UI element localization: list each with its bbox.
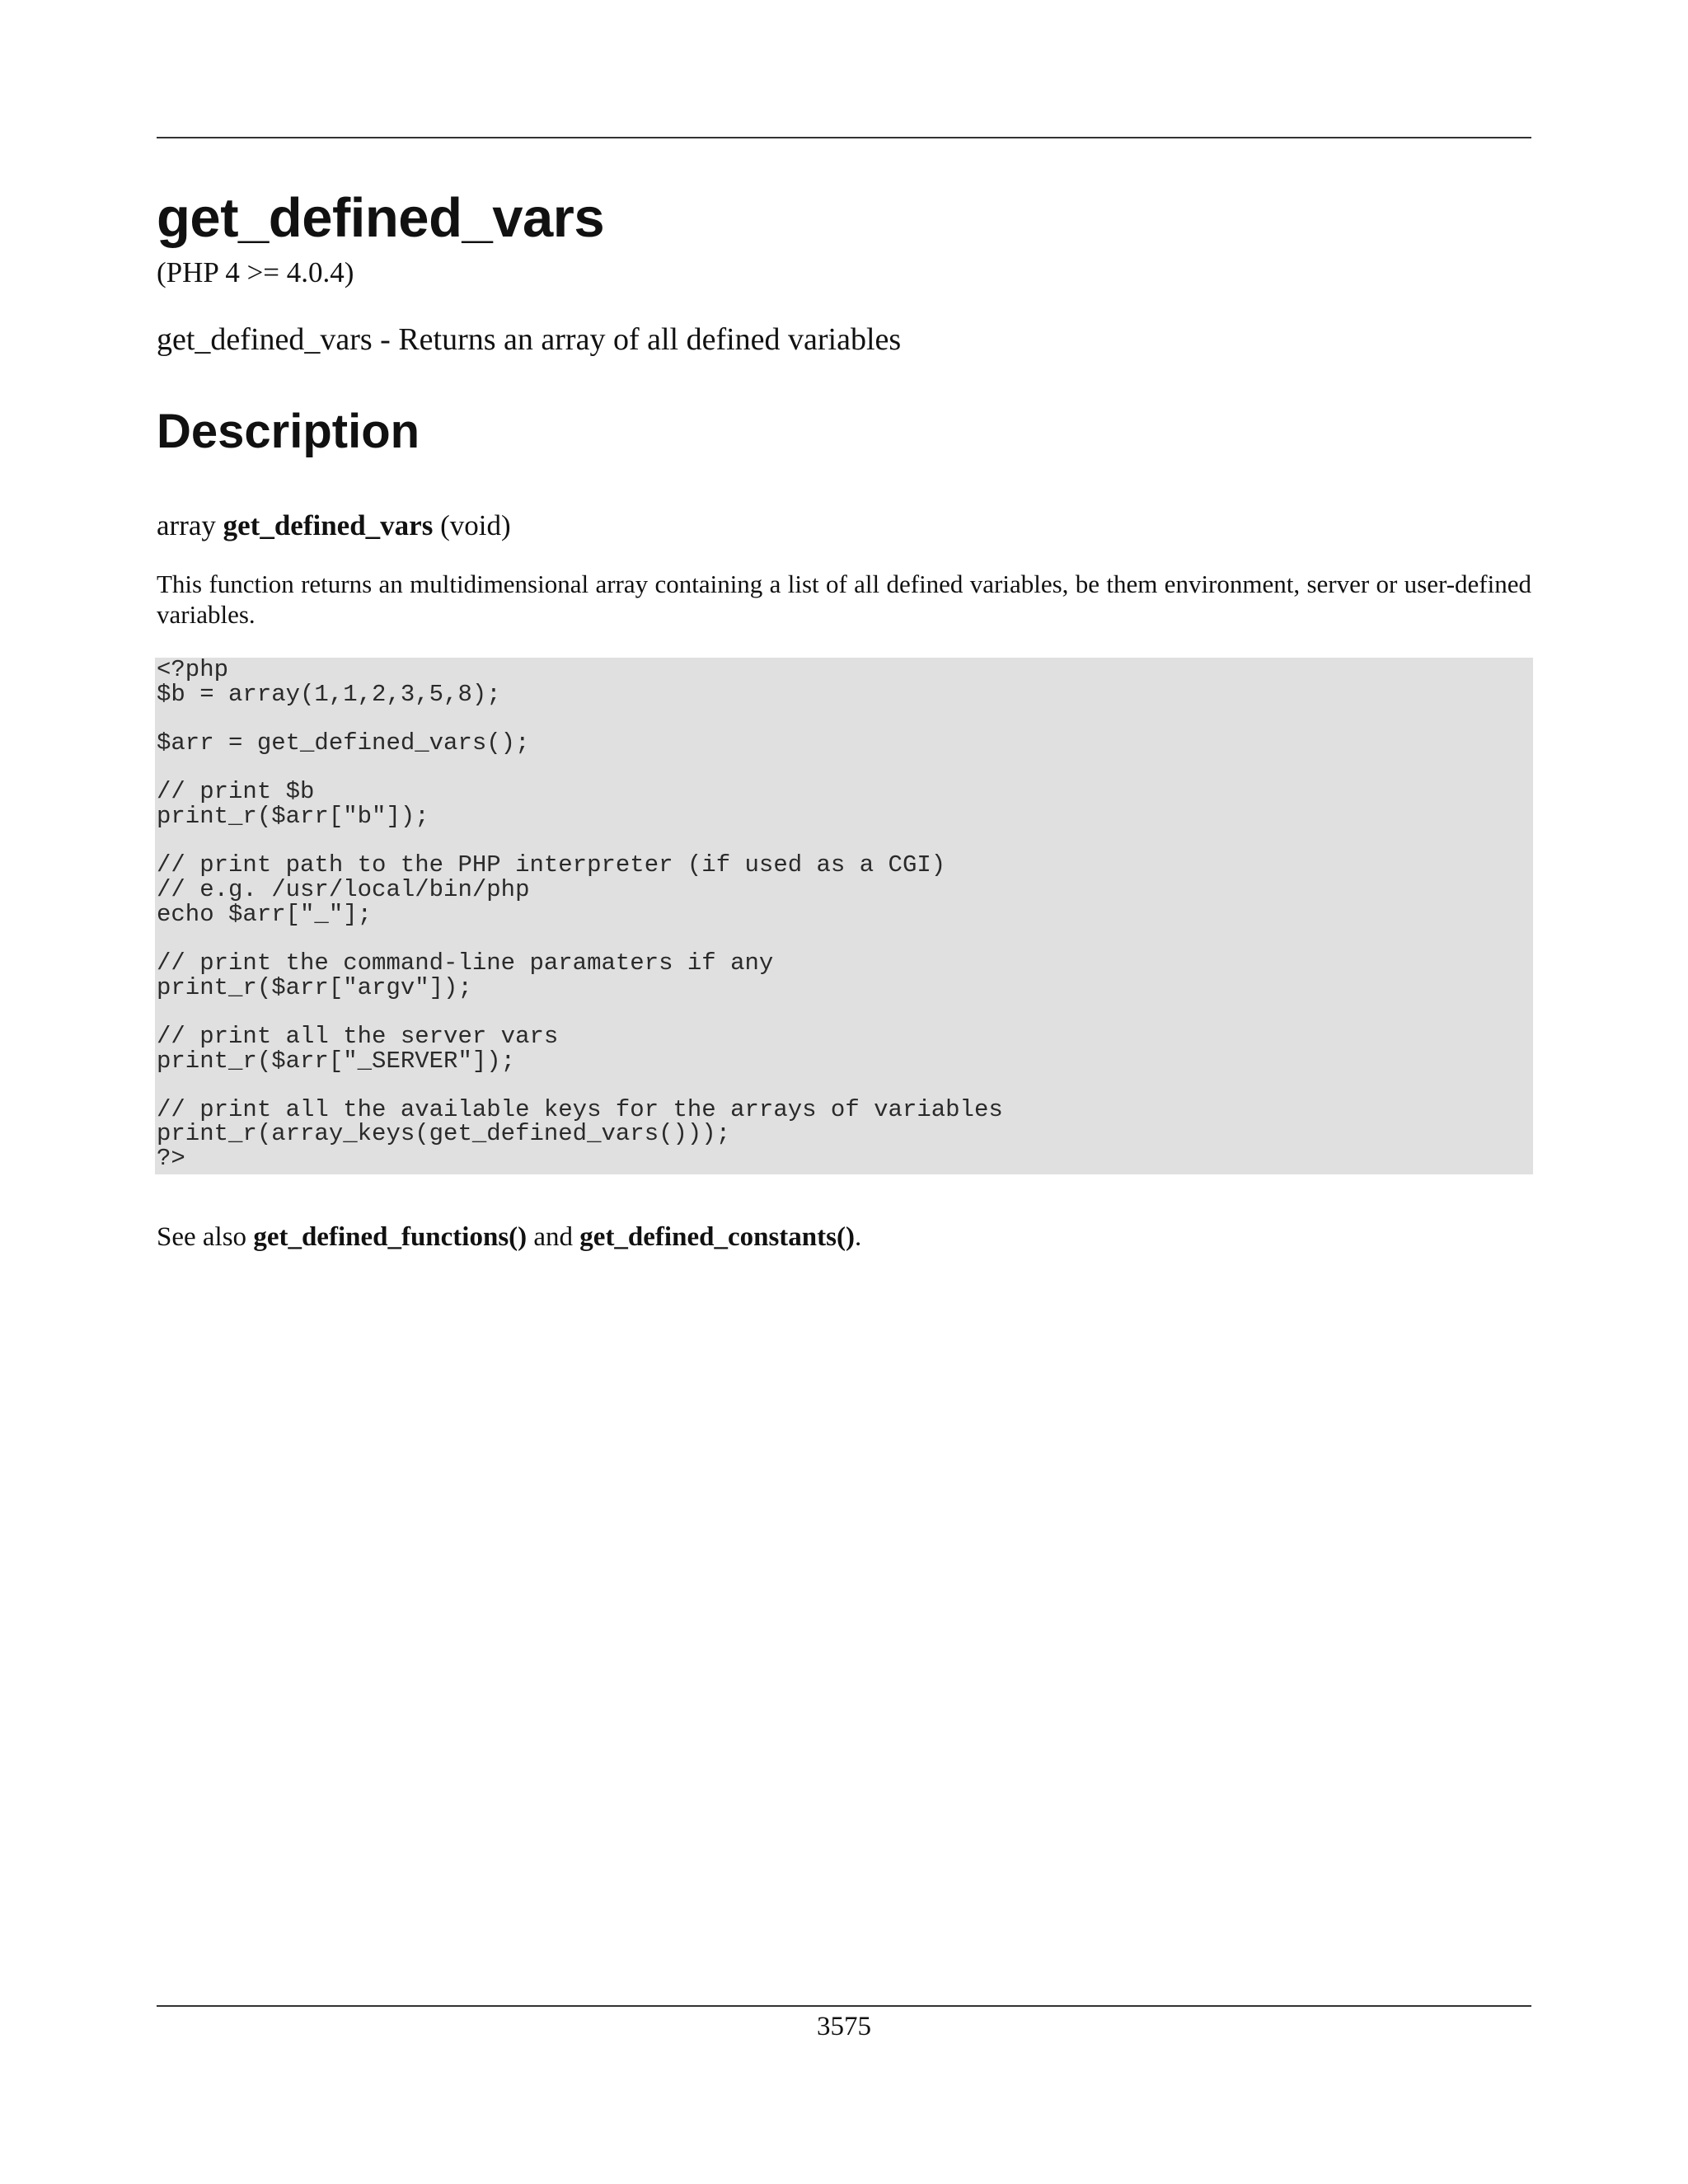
code-line: print_r($arr["_SERVER"]); — [157, 1047, 516, 1075]
see-also — [157, 1221, 861, 1254]
bottom-rule — [157, 2005, 1531, 2007]
see-also-prefix: See also — [157, 1222, 254, 1252]
code-line: $b = array(1,1,2,3,5,8); — [157, 681, 501, 708]
code-example — [155, 658, 1533, 1174]
code-line: print_r($arr["b"]); — [157, 803, 429, 830]
refname-purpose: get_defined_vars - Returns an array of all defined variables — [157, 322, 902, 357]
return-type: array — [157, 509, 216, 541]
see-also-middle: and — [527, 1222, 580, 1252]
code-line: // print the command-line paramaters if any — [157, 949, 774, 977]
code-line: print_r(array_keys(get_defined_vars())); — [157, 1120, 731, 1147]
function-name: get_defined_vars — [223, 509, 434, 541]
page-number: 3575 — [817, 2012, 871, 2041]
see-also-link-functions[interactable]: get_defined_functions() — [253, 1222, 528, 1252]
code-line: echo $arr["_"]; — [157, 901, 373, 928]
code-line: // e.g. /usr/local/bin/php — [157, 876, 530, 903]
version-info: (PHP 4 >= 4.0.4) — [157, 256, 354, 288]
description-heading: Description — [157, 405, 420, 458]
code-line: $arr = get_defined_vars(); — [157, 729, 530, 757]
see-also-link-constants[interactable]: get_defined_constants() — [579, 1222, 855, 1252]
code-line: // print path to the PHP interpreter (if used as a CGI) — [157, 851, 946, 879]
code-line: // print $b — [157, 778, 315, 805]
page-title: get_defined_vars — [157, 187, 605, 249]
description-paragraph: This function returns an multidimensional array containing a list of all defined variables, be them environment, server or user-defined variables. — [157, 569, 1531, 629]
code-line: ?> — [157, 1145, 185, 1172]
top-rule — [157, 137, 1531, 138]
code-line: <?php — [157, 656, 229, 683]
code-line: // print all the available keys for the arrays of variables — [157, 1096, 1003, 1123]
code-line: // print all the server vars — [157, 1023, 559, 1050]
see-also-suffix: . — [854, 1222, 862, 1252]
function-synopsis — [157, 509, 511, 543]
code-line: print_r($arr["argv"]); — [157, 974, 472, 1001]
function-params: (void) — [440, 509, 511, 541]
